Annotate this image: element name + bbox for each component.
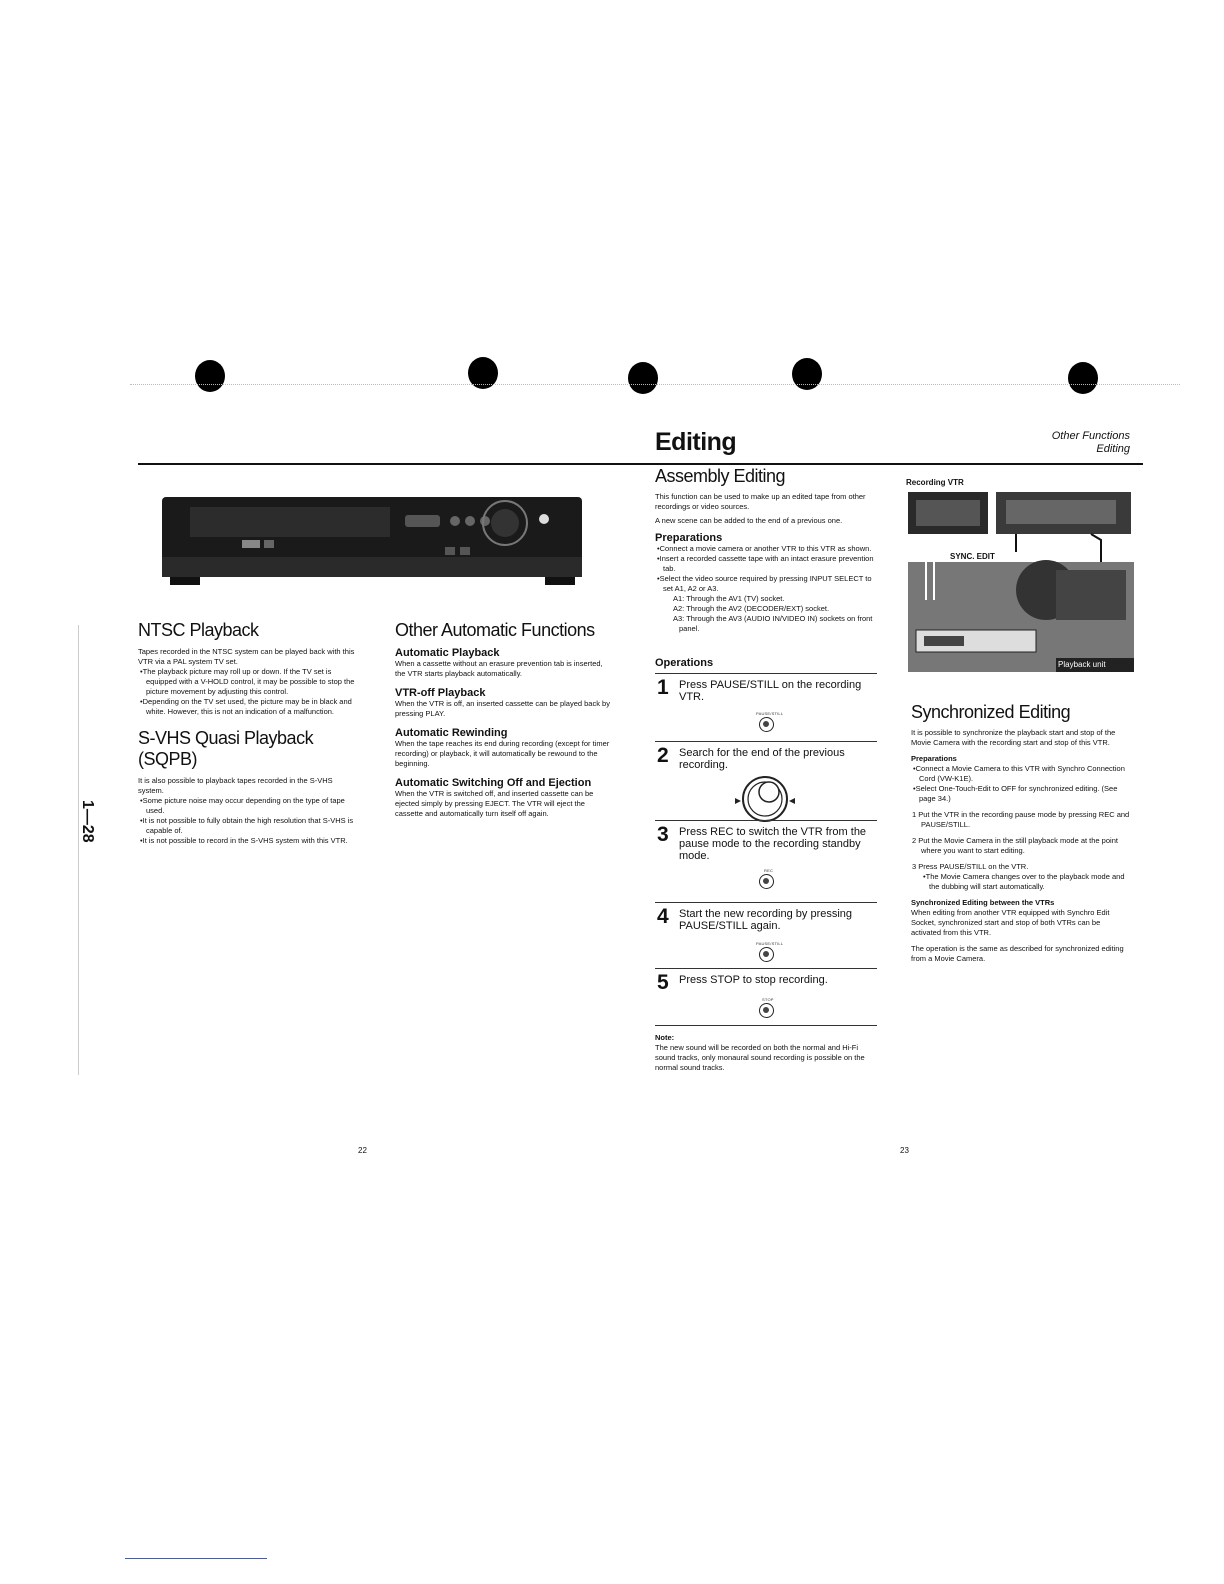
sync-intro: It is possible to synchronize the playback start and stop of the Movie Camera with the recording start and stop of this VTR. <box>911 728 1116 747</box>
sync-step-bullet: •The Movie Camera changes over to the playback mode and the dubbing will start automatically. <box>923 872 1125 891</box>
step-number: 4 <box>657 905 669 928</box>
assembly-section <box>655 466 877 634</box>
assembly-heading: Assembly Editing <box>655 466 786 486</box>
jog-shuttle-dial-icon <box>733 774 797 824</box>
step-number: 1 <box>657 676 669 699</box>
left-margin-line <box>78 625 79 1075</box>
step-1 <box>655 676 877 740</box>
sync-step: 2 Put the Movie Camera in the still playback mode at the point where you want to start editing. <box>912 836 1118 855</box>
other-functions-section <box>395 620 610 819</box>
sync-between-heading: Synchronized Editing between the VTRs <box>911 898 1055 907</box>
note-text: The new sound will be recorded on both the normal and Hi-Fi sound tracks, only monaural sound recording is possible on the normal sound tracks. <box>655 1043 865 1072</box>
ntsc-section <box>138 620 358 717</box>
step-rule <box>655 820 877 821</box>
sqpb-heading-line2: (SQPB) <box>138 749 198 769</box>
page-title: Editing <box>655 428 737 456</box>
sync-step: 1 Put the VTR in the recording pause mode by pressing REC and PAUSE/STILL. <box>912 810 1130 829</box>
sync-prep-bullet: •Connect a Movie Camera to this VTR with Synchro Connection Cord (VW-K1E). <box>913 764 1125 783</box>
step-5 <box>655 971 877 1023</box>
figure-label-recording-vtr: Recording VTR <box>906 478 964 487</box>
other-functions-heading: Other Automatic Functions <box>395 620 595 640</box>
sqpb-heading-line1: S-VHS Quasi Playback <box>138 728 314 748</box>
eject-heading: Automatic Switching Off and Ejection <box>395 777 592 789</box>
source-item: A2: Through the AV2 (DECODER/EXT) socket. <box>673 604 830 613</box>
prep-bullet: •Insert a recorded cassette tape with an intact erasure prevention tab. <box>657 554 874 573</box>
source-item: A1: Through the AV1 (TV) socket. <box>673 594 785 603</box>
pause-still-button-icon <box>759 947 774 962</box>
step-rule <box>655 902 877 903</box>
button-label: REC <box>764 868 774 873</box>
vtr-off-heading: VTR-off Playback <box>395 687 486 699</box>
eject-text: When the VTR is switched off, and inserted cassette can be ejected simply by pressing EJECT. The VTR will eject the cassette and automatically turn itself off again. <box>395 789 594 818</box>
ntsc-bullet: •The playback picture may roll up or down. If the TV set is equipped with a V-HOLD control, it may be possible to stop the picture movement by adjusting this control. <box>140 667 355 696</box>
assembly-intro-1: This function can be used to make up an edited tape from other recordings or video sources. <box>655 492 866 511</box>
pause-still-button-icon <box>759 717 774 732</box>
header-rule <box>138 463 1143 465</box>
sqpb-intro: It is also possible to playback tapes recorded in the S-VHS system. <box>138 776 333 795</box>
figure-label-playback-unit: Playback unit <box>1058 660 1106 669</box>
stop-button-icon <box>759 1003 774 1018</box>
sqpb-bullet: •It is not possible to record in the S-VHS system with this VTR. <box>140 836 348 845</box>
note-block <box>655 1033 877 1073</box>
vtr-off-text: When the VTR is off, an inserted cassette can be played back by pressing PLAY. <box>395 699 610 718</box>
step-2 <box>655 744 877 820</box>
auto-playback-heading: Automatic Playback <box>395 647 500 659</box>
step-rule <box>655 968 877 969</box>
step-text: Press PAUSE/STILL on the recording VTR. <box>679 679 862 703</box>
step-text: Start the new recording by pressing PAUSE/STILL again. <box>679 908 853 932</box>
step-number: 3 <box>657 823 669 846</box>
button-label: STOP <box>762 997 774 1002</box>
binding-hole-1 <box>195 360 225 392</box>
source-item: A3: Through the AV3 (AUDIO IN/VIDEO IN) sockets on front panel. <box>673 614 873 633</box>
note-heading: Note: <box>655 1033 675 1042</box>
sync-heading: Synchronized Editing <box>911 702 1071 722</box>
vcr-front-panel-illustration <box>160 495 585 590</box>
sync-final-text: The operation is the same as described for synchronized editing from a Movie Camera. <box>911 944 1124 963</box>
button-label: PAUSE/STILL <box>756 941 784 946</box>
figure-label-sync-edit: SYNC. EDIT <box>950 552 995 561</box>
prep-bullet: •Select the video source required by pressing INPUT SELECT to set A1, A2 or A3. <box>657 574 872 593</box>
step-3 <box>655 823 877 901</box>
prep-bullet: •Connect a movie camera or another VTR to this VTR as shown. <box>657 544 872 553</box>
page-number-left: 22 <box>358 1146 367 1155</box>
binding-hole-3 <box>628 362 658 394</box>
ntsc-bullet: •Depending on the TV set used, the picture may be in black and white. However, this is not an indication of a malfunction. <box>140 697 352 716</box>
dotted-trim-line <box>130 384 1180 386</box>
step-text: Press STOP to stop recording. <box>679 974 828 986</box>
operations-rule <box>655 673 877 674</box>
sync-prep-heading: Preparations <box>911 754 957 763</box>
sync-prep-bullet: •Select One-Touch-Edit to OFF for synchronized editing. (See page 34.) <box>913 784 1118 803</box>
sqpb-section <box>138 728 358 846</box>
sqpb-bullet: •Some picture noise may occur depending on the type of tape used. <box>140 796 345 815</box>
ntsc-heading: NTSC Playback <box>138 620 259 640</box>
sync-section <box>911 702 1131 964</box>
assembly-intro-2: A new scene can be added to the end of a previous one. <box>655 516 843 525</box>
margin-page-ref: 1—28 <box>79 800 96 843</box>
step-text: Press REC to switch the VTR from the pause mode to the recording standby mode. <box>679 826 867 862</box>
step-4 <box>655 905 877 967</box>
binding-hole-5 <box>1068 362 1098 394</box>
sync-between-text: When editing from another VTR equipped with Synchro Edit Socket, synchronized start and stop of both VTRs can be activated from this VTR. <box>911 908 1110 937</box>
step-number: 2 <box>657 744 669 767</box>
button-label: PAUSE/STILL <box>756 711 784 716</box>
step-number: 5 <box>657 971 669 994</box>
step-rule <box>655 741 877 742</box>
sqpb-bullet: •It is not possible to fully obtain the high resolution that S-VHS is capable of. <box>140 816 354 835</box>
connection-diagram-illustration <box>906 490 1136 680</box>
operations-heading: Operations <box>655 657 714 669</box>
ntsc-intro: Tapes recorded in the NTSC system can be played back with this VTR via a PAL system TV set. <box>138 647 355 666</box>
bottom-blue-line <box>125 1558 267 1559</box>
step-text: Search for the end of the previous recording. <box>679 747 845 771</box>
page-number-right: 23 <box>900 1146 909 1155</box>
step-rule <box>655 1025 877 1026</box>
sync-step: 3 Press PAUSE/STILL on the VTR. <box>912 862 1029 871</box>
rec-button-icon <box>759 874 774 889</box>
running-head-section: Other Functions <box>1051 430 1130 442</box>
running-head-subsection: Editing <box>1096 443 1130 455</box>
rewinding-text: When the tape reaches its end during recording (except for timer recording) or playback, it will automatically be rewound to the beginning. <box>395 739 610 768</box>
preparations-heading: Preparations <box>655 532 723 544</box>
rewinding-heading: Automatic Rewinding <box>395 727 508 739</box>
auto-playback-text: When a cassette without an erasure prevention tab is inserted, the VTR starts playback automatically. <box>395 659 603 678</box>
